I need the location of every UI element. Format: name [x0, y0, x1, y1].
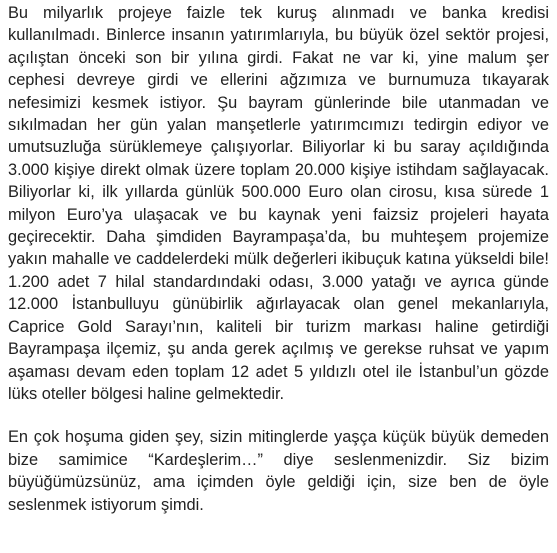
document-body	[8, 2, 549, 516]
paragraph: Bu milyarlık projeye faizle tek kuruş alınmadı ve banka kredisi kullanılmadı. Binlerce insanın yatırımlarıyla, bu büyük özel sektör projesi, açılıştan önceki son bir yılına girdi. Fakat ne var ki, yine malum şer cephesi devreye girdi ve ellerini ağzımıza ve burnumuza tıkayarak nefesimizi kesmek istiyor. Şu bayram günlerinde bile utanmadan ve sıkılmadan her gün yalan manşetlerle yatırımcımızı tedirgin ediyor ve umutsuzluğa sürüklemeye çalışıyorlar. Biliyorlar ki bu saray açıldığında 3.000 kişiye direkt olmak üzere toplam 20.000 kişiye istihdam sağlayacak. Biliyorlar ki, ilk yıllarda günlük 500.000 Euro olan cirosu, kısa sürede 1 milyon Euro’ya ulaşacak ve bu kaynak yeni faizsiz projeleri hayata geçirecektir. Daha şimdiden Bayrampaşa’da, bu muhteşem projemize yakın mahalle ve caddelerdeki mülk değerleri ikibuçuk katına yükseldi bile! 1.200 adet 7 hilal standardındaki odası, 3.000 yatağı ve ayrıca günde 12.000 İstanbulluyu günübirlik ağırlayacak olan genel mekanlarıyla, Caprice Gold Sarayı’nın, kaliteli bir turizm markası haline getirdiği Bayrampaşa ilçemiz, şu anda gerek açılmış ve gerekse ruhsat ve yapım aşaması devam eden toplam 12 adet 5 yıldızlı otel ile İstanbul’un gözde lüks oteller bölgesi haline gelmektedir.	[8, 4, 549, 403]
paragraph: En çok hoşuma giden şey, sizin mitinglerde yaşça küçük büyük demeden bize samimice “Kardeşlerim…” diye seslenmenizdir. Siz bizim büyüğümüzsünüz, ama içimden öyle geldiği için, size ben de öyle seslenmek istiyorum şimdi.	[8, 428, 549, 514]
